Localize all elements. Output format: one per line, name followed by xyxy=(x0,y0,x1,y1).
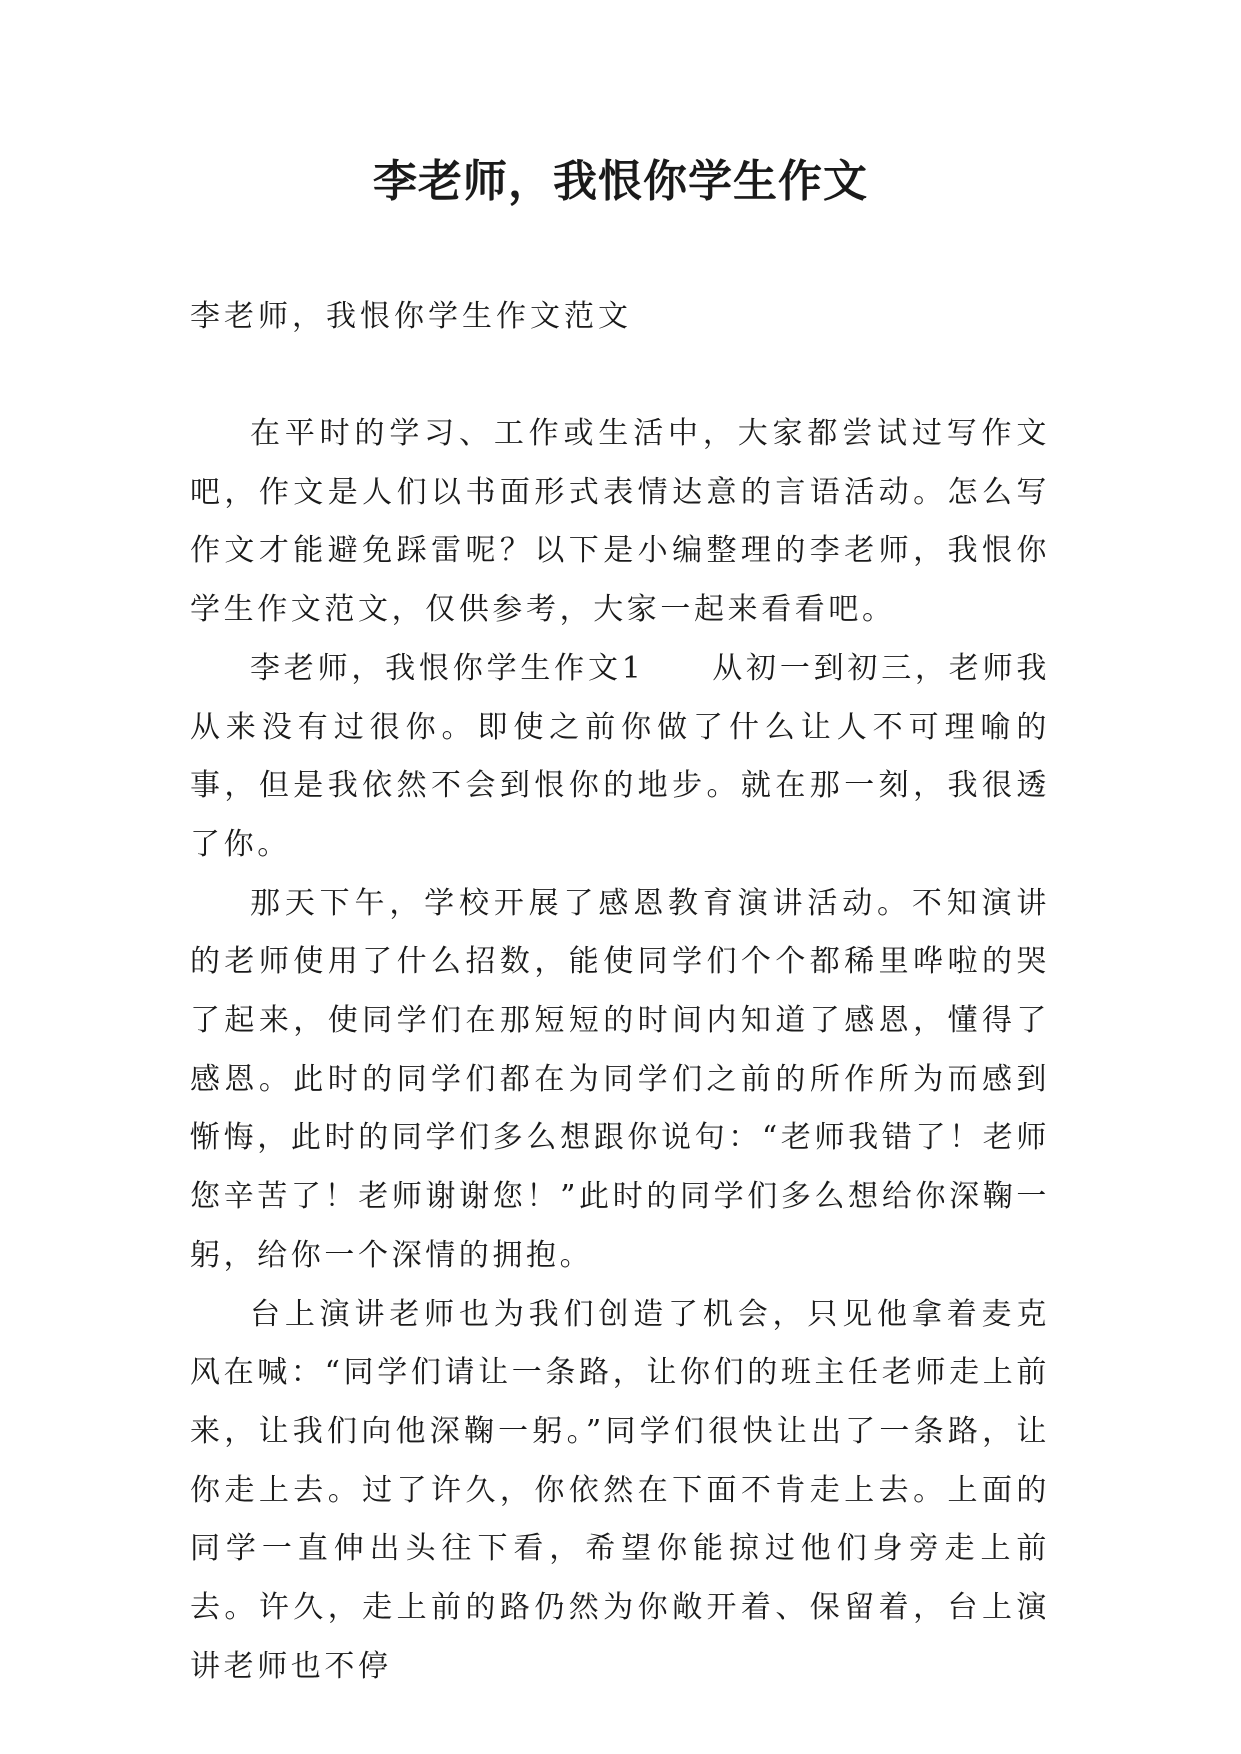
paragraph: 在平时的学习、工作或生活中，大家都尝试过写作文吧，作文是人们以书面形式表情达意的言语活动。怎么写作文才能避免踩雷呢？以下是小编整理的李老师，我恨你学生作文范文，仅供参考，大家一起来看看吧。 xyxy=(190,416,1050,628)
paragraph: 李老师，我恨你学生作文1 从初一到初三，老师我从来没有过很你。即使之前你做了什么让人不可理喻的事，但是我依然不会到恨你的地步。就在那一刻，我很透了你。 xyxy=(190,650,1050,862)
document-title: 李老师，我恨你学生作文 xyxy=(373,156,868,207)
document-subtitle: 李老师，我恨你学生作文范文 xyxy=(190,299,632,334)
paragraph: 那天下午，学校开展了感恩教育演讲活动。不知演讲的老师使用了什么招数，能使同学们个个都稀里哗啦的哭了起来，使同学们在那短短的时间内知道了感恩，懂得了感恩。此时的同学们都在为同学们之前的所作所为而感到惭悔，此时的同学们多么想跟你说句：“老师我错了！老师您辛苦了！老师谢谢您！”此时的同学们多么想给你深鞠一躬，给你一个深情的拥抱。 xyxy=(190,885,1050,1273)
paragraph: 台上演讲老师也为我们创造了机会，只见他拿着麦克风在喊：“同学们请让一条路，让你们的班主任老师走上前来，让我们向他深鞠一躬。”同学们很快让出了一条路，让你走上去。过了许久，你依然在下面不肯走上去。上面的同学一直伸出头往下看，希望你能掠过他们身旁走上前去。许久，走上前的路仍然为你敞开着、保留着，台上演讲老师也不停 xyxy=(190,1296,1050,1684)
document-body xyxy=(190,405,1050,1696)
